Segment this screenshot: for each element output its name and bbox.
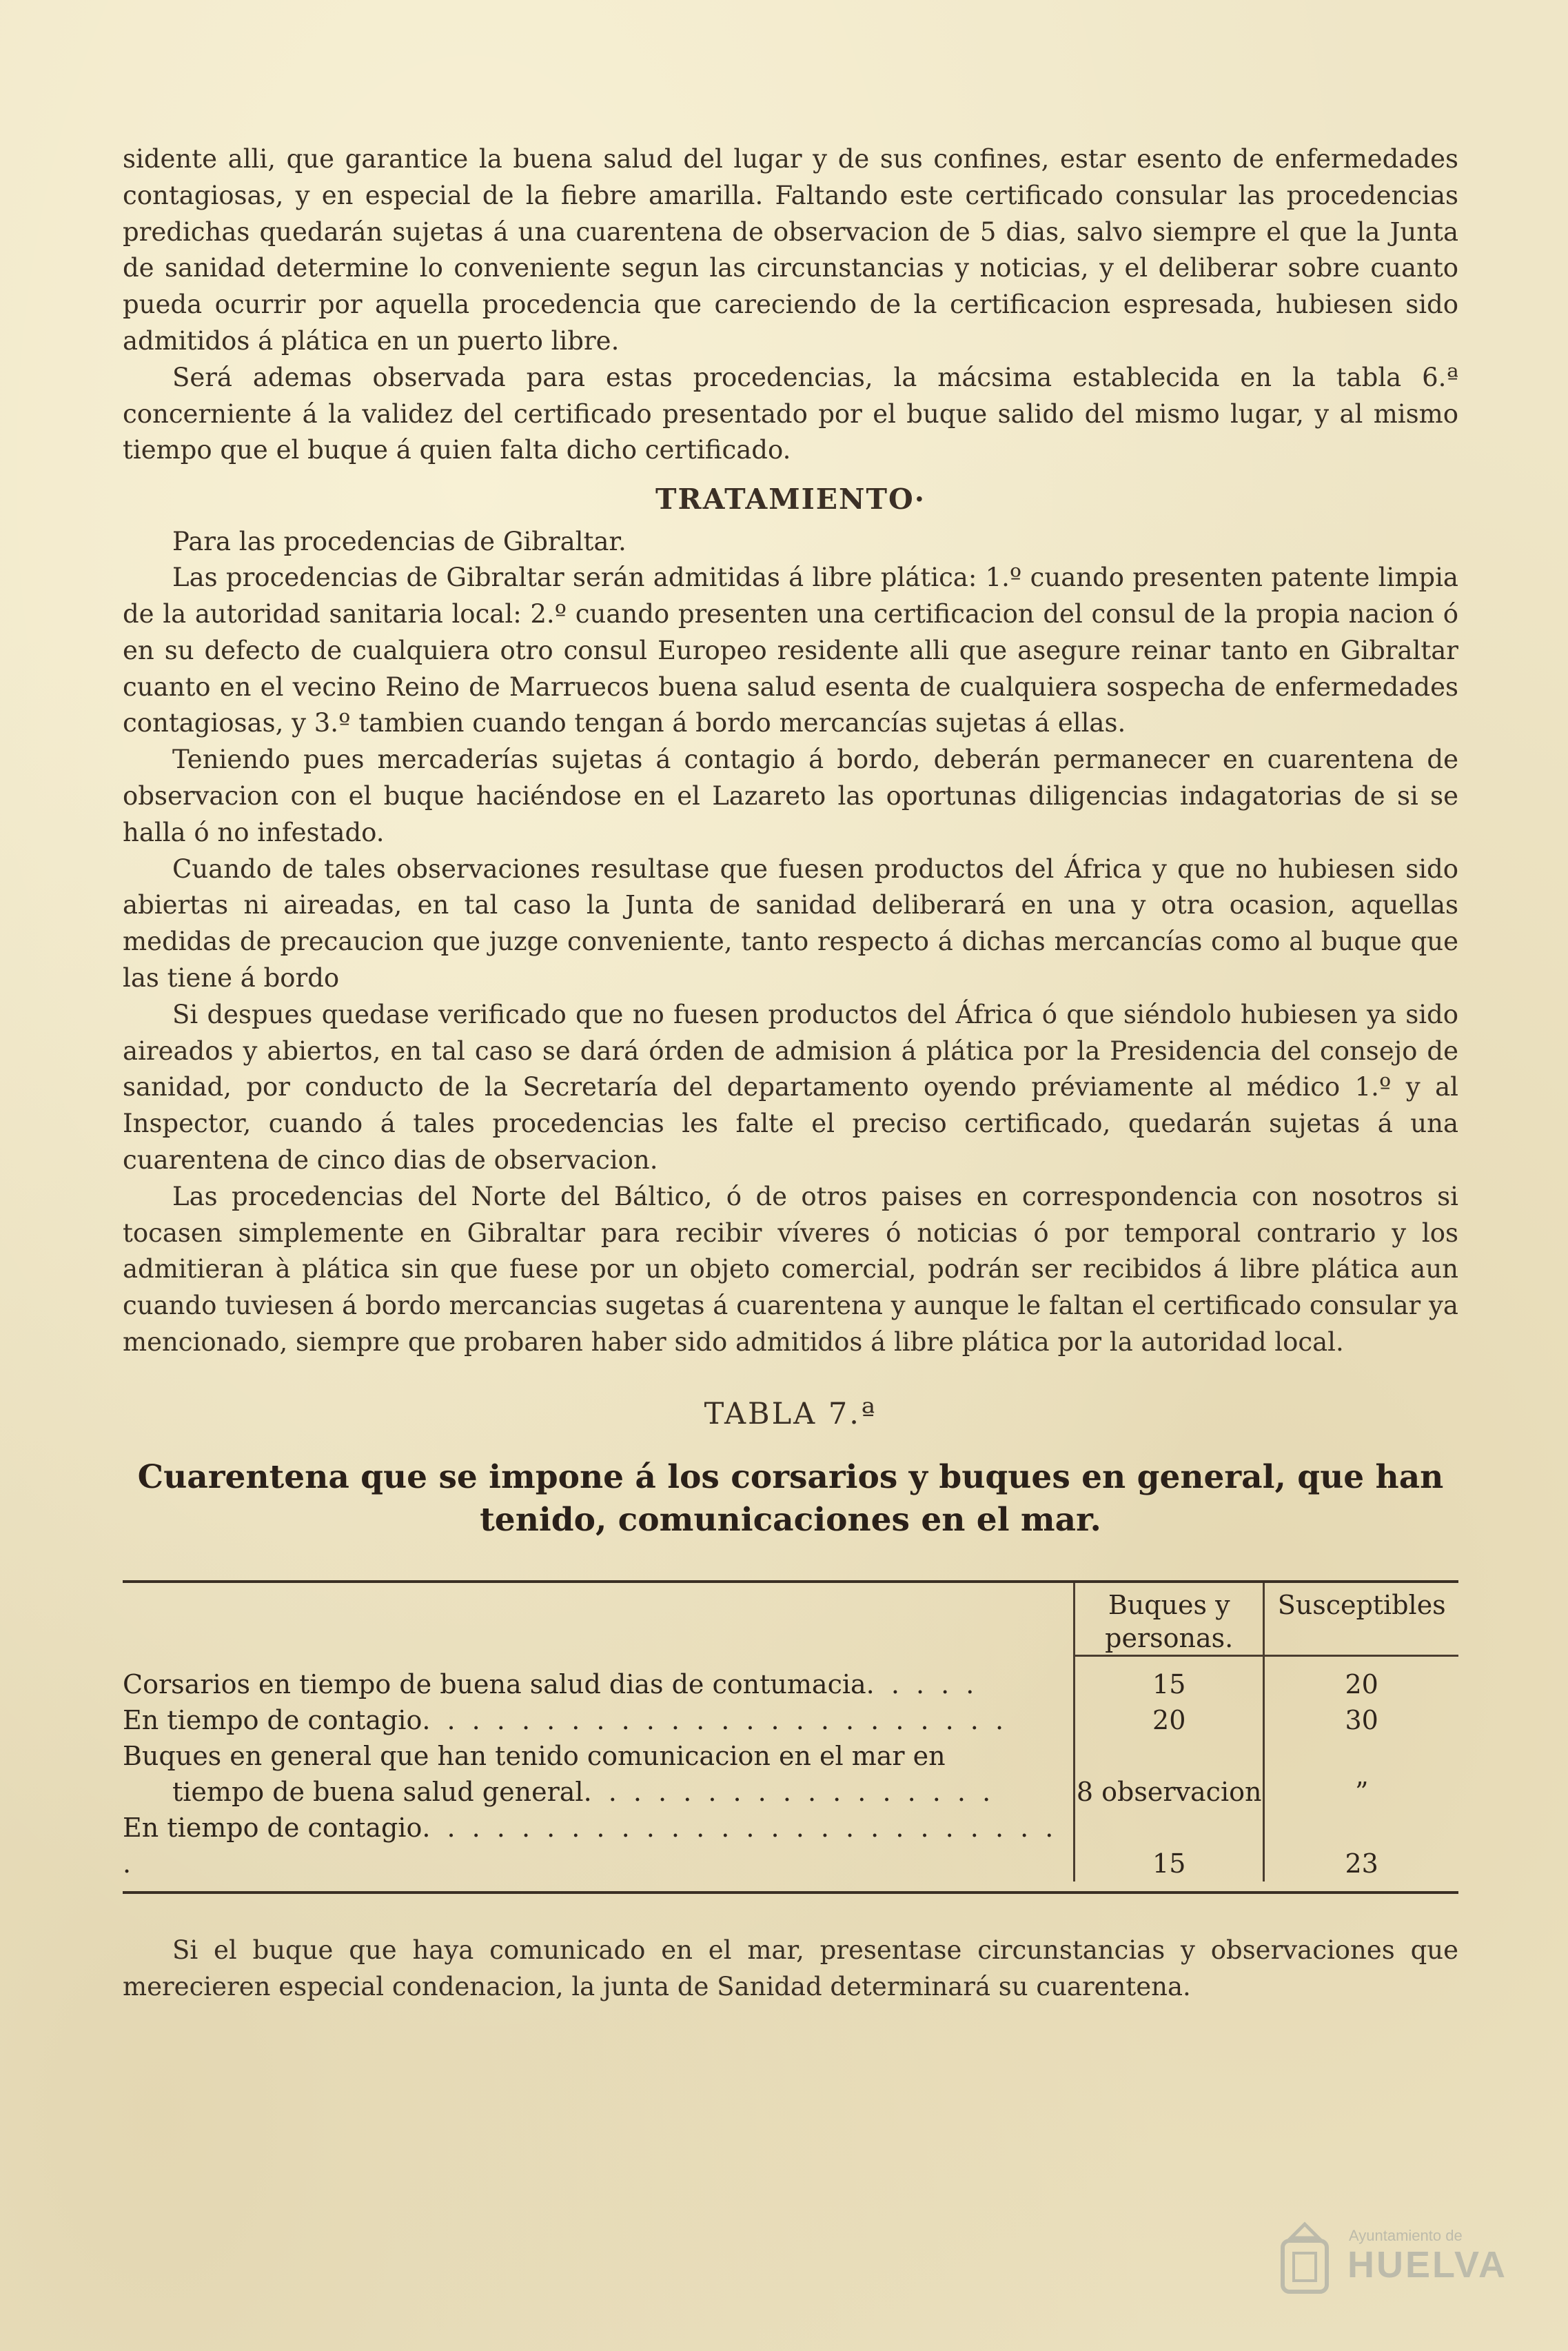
cell-susceptibles: 23 [1264, 1810, 1458, 1881]
huelva-watermark-logo [1270, 2220, 1518, 2303]
cell-buques: 8 observacion [1075, 1774, 1264, 1810]
row-label: En tiempo de contagio [123, 1812, 422, 1843]
table-row [123, 1810, 1458, 1881]
table-row [123, 1702, 1458, 1738]
quarantine-table [123, 1580, 1458, 1894]
section-heading-tratamiento: TRATAMIENTO· [655, 483, 926, 516]
tabla-7-heading: Cuarentena que se impone á los corsarios y buques en general, que han tenido, comunicaciones en el mar. [137, 1457, 1444, 1539]
table-row [123, 1657, 1458, 1702]
col-header-buques-label: Buques y personas. [1075, 1588, 1263, 1657]
row-leader-dots: . . . . . [866, 1668, 979, 1699]
row-label: Buques en general que han tenido comunicacion en el mar en [123, 1740, 946, 1771]
row-leader-dots: . . . . . . . . . . . . . . . . . . . . . . . . . . . [123, 1812, 1058, 1879]
col-header-susceptibles-label: Susceptibles [1265, 1588, 1458, 1657]
row-leader-dots: . . . . . . . . . . . . . . . . . . . . . . . . [422, 1704, 1008, 1735]
row-leader-dots: . . . . . . . . . . . . . . . . . [583, 1776, 995, 1807]
cell-susceptibles [1264, 1738, 1458, 1774]
cell-susceptibles: 30 [1264, 1702, 1458, 1738]
col-header-susceptibles [1264, 1582, 1458, 1657]
closing-note: Si el buque que haya comunicado en el mar, presentase circunstancias y observaciones que merecieren especial condenacion, la junta de Sanidad determinará su cuarentena. [123, 1935, 1458, 2001]
row-label: En tiempo de contagio [123, 1704, 422, 1735]
watermark-big-text: HUELVA [1347, 2244, 1507, 2286]
paragraph-consular-certificate: sidente alli, que garantice la buena salud del lugar y de sus confines, estar esento de enfermedades contagiosas, y en especial de la fiebre amarilla. Faltando este certificado consular las procedencias predichas quedarán sujetas á una cuarentena de observacion de 5 dias, salvo siempre el que la Junta de sanidad determine lo conveniente segun las circunstancias y noticias, y el deliberar sobre cuanto pueda ocurrir por aquella procedencia que careciendo de la certificacion espresada, hubiesen sido admitidos á plática en un puerto libre. [123, 144, 1458, 356]
table-header-spacer [123, 1582, 1075, 1657]
paragraph-baltic-procedures: Las procedencias del Norte del Báltico, ó de otros paises en correspondencia con nosotros si tocasen simplemente en Gibraltar para recibir víveres ó noticias ó por temporal contrario y los admitieran à plática sin que fuese por un objeto comercial, podrán ser recibidos á libre plática aun cuando tuviesen á bordo mercancias sugetas á cuarentena y aunque le faltan el certificado consular ya mencionado, siempre que probaren haber sido admitidos á libre plática por la autoridad local. [123, 1181, 1458, 1357]
watermark-small-text: Ayuntamiento de [1349, 2227, 1463, 2244]
cell-buques [1075, 1738, 1264, 1774]
cell-buques: 15 [1075, 1657, 1264, 1702]
paragraph-gibraltar-admission: Las procedencias de Gibraltar serán admitidas á libre plática: 1.º cuando presenten patente limpia de la autoridad sanitaria local: 2.º cuando presenten una certificacion del consul de la propia nacion ó en su defecto de cualquiera otro consul Europeo residente alli que asegure reinar tanto en Gibraltar cuanto en el vecino Reino de Marruecos buena salud esenta de cualquiera sospecha de enfermedades contagiosas, y 3.º tambien cuando tengan á bordo mercancías sujetas á ellas. [123, 563, 1458, 738]
cell-buques: 15 [1075, 1810, 1264, 1881]
row-label: Corsarios en tiempo de buena salud dias de contumacia [123, 1668, 866, 1699]
tabla-7-title: TABLA 7.ª [704, 1396, 877, 1431]
col-header-buques [1075, 1582, 1264, 1657]
row-label: tiempo de buena salud general [172, 1776, 584, 1807]
paragraph-merchandise-quarantine: Teniendo pues mercaderías sujetas á contagio á bordo, deberán permanecer en cuarentena de observacion con el buque haciéndose en el Lazareto las oportunas diligencias indagatorias de si se halla ó no infestado. [123, 745, 1458, 847]
paragraph-table-6-maxim: Será ademas observada para estas procedencias, la mácsima establecida en la tabla 6.ª concerniente á la validez del certificado presentado por el buque salido del mismo lugar, y al mismo tiempo que el buque á quien falta dicho certificado. [123, 362, 1458, 465]
paragraph-admission-order: Si despues quedase verificado que no fuesen productos del África ó que siéndolo hubiesen ya sido aireados y abiertos, en tal caso se dará órden de admision á plática por la Presidencia del consejo de sanidad, por conducto de la Secretaría del departamento oyendo préviamente al médico 1.º y al Inspector, cuando á tales procedencias les falte el preciso certificado, quedarán sujetas á una cuarentena de cinco dias de observacion. [123, 999, 1458, 1175]
section-subhead-gibraltar: Para las procedencias de Gibraltar. [172, 527, 627, 557]
table-row [123, 1774, 1458, 1810]
cell-buques: 20 [1075, 1702, 1264, 1738]
cell-susceptibles: ” [1264, 1774, 1458, 1810]
table-row [123, 1738, 1458, 1774]
coat-of-arms-icon [1270, 2220, 1339, 2303]
document-page [123, 141, 1458, 2005]
paragraph-africa-products: Cuando de tales observaciones resultase que fuesen productos del África y que no hubiesen sido abiertas ni aireadas, en tal caso la Junta de sanidad deliberará en una y otra ocasion, aquellas medidas de precaucion que juzge conveniente, tanto respecto á dichas mercancías como al buque que las tiene á bordo [123, 854, 1458, 993]
cell-susceptibles: 20 [1264, 1657, 1458, 1702]
